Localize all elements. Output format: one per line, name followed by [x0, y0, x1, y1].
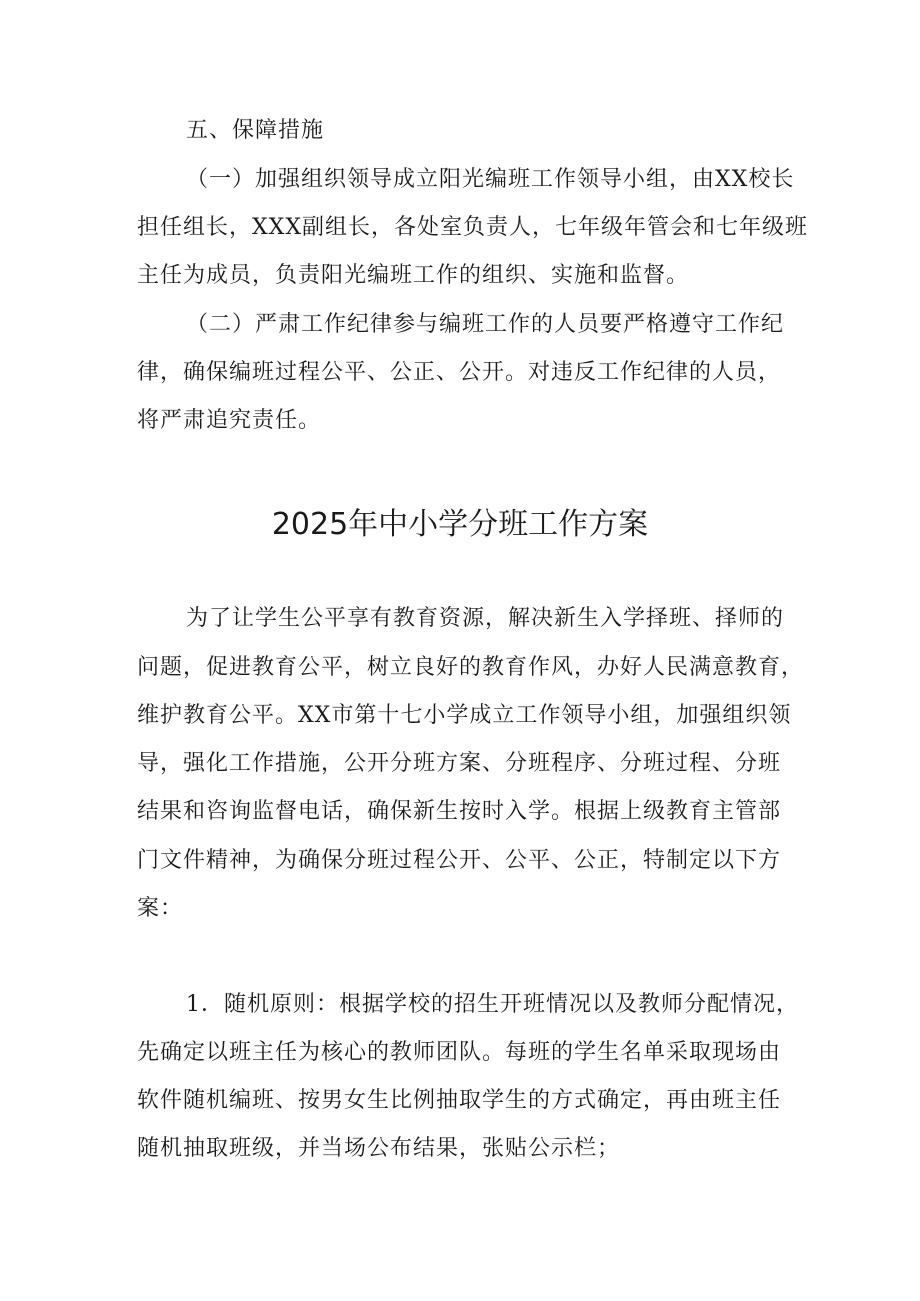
paragraph-line: 先确定以班主任为核心的教师团队。每班的学生名单采取现场由 [137, 1040, 782, 1065]
paragraph-line: 维护教育公平。XX市第十七小学成立工作领导小组，加强组织领 [137, 703, 792, 728]
paragraph-line: 为了让学生公平享有教育资源，解决新生入学择班、择师的 [186, 606, 785, 631]
paragraph-line: 案： [137, 896, 184, 921]
paragraph-line: 软件随机编班、按男女生比例抽取学生的方式确定，再由班主任 [137, 1088, 782, 1113]
paragraph-line: 结果和咨询监督电话，确保新生按时入学。根据上级教育主管部 [137, 799, 782, 824]
paragraph-line: （二）严肃工作纪律参与编班工作的人员要严格遵守工作纪 [186, 312, 785, 337]
paragraph-line: 1．随机原则：根据学校的招生开班情况以及教师分配情况， [186, 992, 799, 1017]
document-title: 2025年中小学分班工作方案 [271, 507, 649, 542]
paragraph-line: 随机抽取班级，并当场公布结果，张贴公示栏； [137, 1136, 621, 1161]
paragraph-line: 将严肃追究责任。 [137, 408, 322, 433]
paragraph-line: 门文件精神，为确保分班过程公开、公平、公正，特制定以下方 [137, 848, 782, 873]
paragraph-line: 律，确保编班过程公平、公正、公开。对违反工作纪律的人员， [137, 360, 782, 385]
paragraph-line: （一）加强组织领导成立阳光编班工作领导小组，由XX校长 [186, 167, 795, 192]
paragraph-line: 主任为成员，负责阳光编班工作的组织、实施和监督。 [137, 263, 690, 288]
paragraph-line: 问题，促进教育公平，树立良好的教育作风，办好人民满意教育， [137, 655, 805, 680]
paragraph-line: 导，强化工作措施，公开分班方案、分班程序、分班过程、分班 [137, 751, 782, 776]
paragraph-line: 担任组长，XXX副组长，各处室负责人，七年级年管会和七年级班 [137, 215, 808, 240]
section-heading: 五、保障措施 [186, 118, 325, 143]
